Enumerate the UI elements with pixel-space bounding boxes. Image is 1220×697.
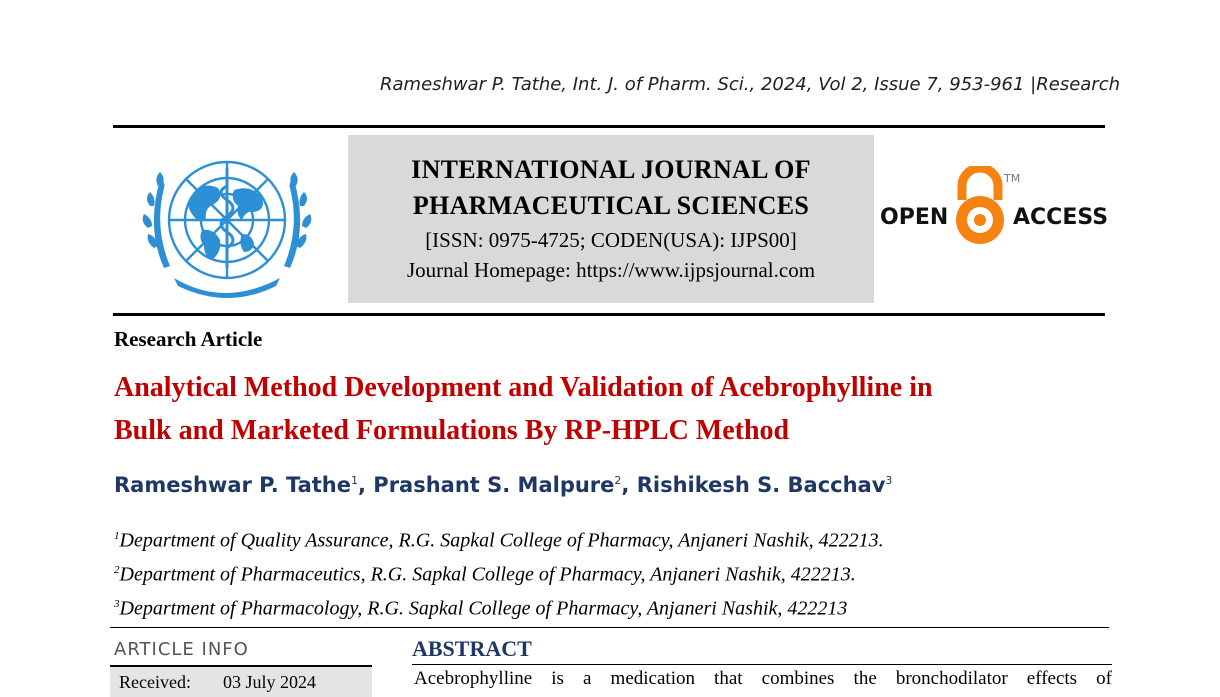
- author-affiliation-marker: 3: [885, 474, 893, 487]
- running-header: Rameshwar P. Tathe, Int. J. of Pharm. Sci., 2024, Vol 2, Issue 7, 953-961 |Research: [380, 74, 1121, 95]
- journal-issn: [ISSN: 0975-4725; CODEN(USA): IJPS00]: [425, 228, 797, 252]
- author-name: Rishikesh S. Bacchav: [636, 473, 886, 497]
- received-label: Received:: [119, 672, 191, 692]
- open-access-logo: [880, 166, 1108, 250]
- received-date-row: [110, 667, 372, 697]
- affiliation-item: [114, 590, 884, 624]
- article-title: [114, 366, 1114, 452]
- author-separator: ,: [358, 473, 374, 497]
- affiliation-item: [114, 522, 884, 556]
- article-title-line-2: Bulk and Marketed Formulations By RP-HPLC Method: [114, 415, 790, 446]
- trademark-mark: TM: [1004, 172, 1021, 185]
- globe-caduceus-emblem-icon: [130, 138, 325, 306]
- affiliation-number: 1: [114, 530, 120, 542]
- journal-title-line-1: INTERNATIONAL JOURNAL OF: [411, 155, 811, 184]
- open-lock-icon: [956, 168, 1004, 244]
- affiliations: [114, 522, 884, 624]
- affiliation-number: 3: [114, 598, 120, 611]
- journal-masthead: [348, 135, 874, 303]
- abstract-rule: [412, 664, 1112, 665]
- article-info-heading: ARTICLE INFO: [114, 639, 249, 660]
- affiliation-item: [114, 556, 884, 590]
- open-access-word-access: ACCESS: [1013, 205, 1108, 230]
- header-rule-bottom: [113, 313, 1105, 316]
- author-separator: ,: [621, 473, 637, 497]
- header-rule-top: [113, 125, 1105, 128]
- affiliation-number: 2: [114, 564, 120, 577]
- open-access-word-open: OPEN: [880, 205, 949, 230]
- journal-title-line-2: PHARMACEUTICAL SCIENCES: [412, 191, 810, 220]
- journal-title: [348, 152, 874, 224]
- abstract-heading: ABSTRACT: [412, 636, 532, 661]
- author-name: Prashant S. Malpure: [373, 473, 615, 497]
- article-type: Research Article: [114, 327, 263, 351]
- author-affiliation-marker: 2: [614, 474, 622, 487]
- abstract-text: Acebrophylline is a medication that combines the bronchodilator effects of: [414, 668, 1112, 689]
- author-name: Rameshwar P. Tathe: [114, 473, 351, 497]
- section-divider: [110, 627, 1109, 628]
- journal-homepage-link[interactable]: Journal Homepage: https://www.ijpsjournal.com: [406, 258, 816, 282]
- affiliation-text: Department of Pharmaceutics, R.G. Sapkal College of Pharmacy, Anjaneri Nashik, 422213.: [119, 563, 856, 586]
- author-list: [114, 473, 892, 497]
- article-title-line-1: Analytical Method Development and Validation of Acebrophylline in: [114, 372, 933, 403]
- author-affiliation-marker: 1: [351, 474, 358, 487]
- affiliation-text: Department of Quality Assurance, R.G. Sapkal College of Pharmacy, Anjaneri Nashik, 422213.: [119, 529, 884, 552]
- received-date: 03 July 2024: [223, 672, 317, 692]
- affiliation-text: Department of Pharmacology, R.G. Sapkal College of Pharmacy, Anjaneri Nashik, 422213: [119, 597, 848, 620]
